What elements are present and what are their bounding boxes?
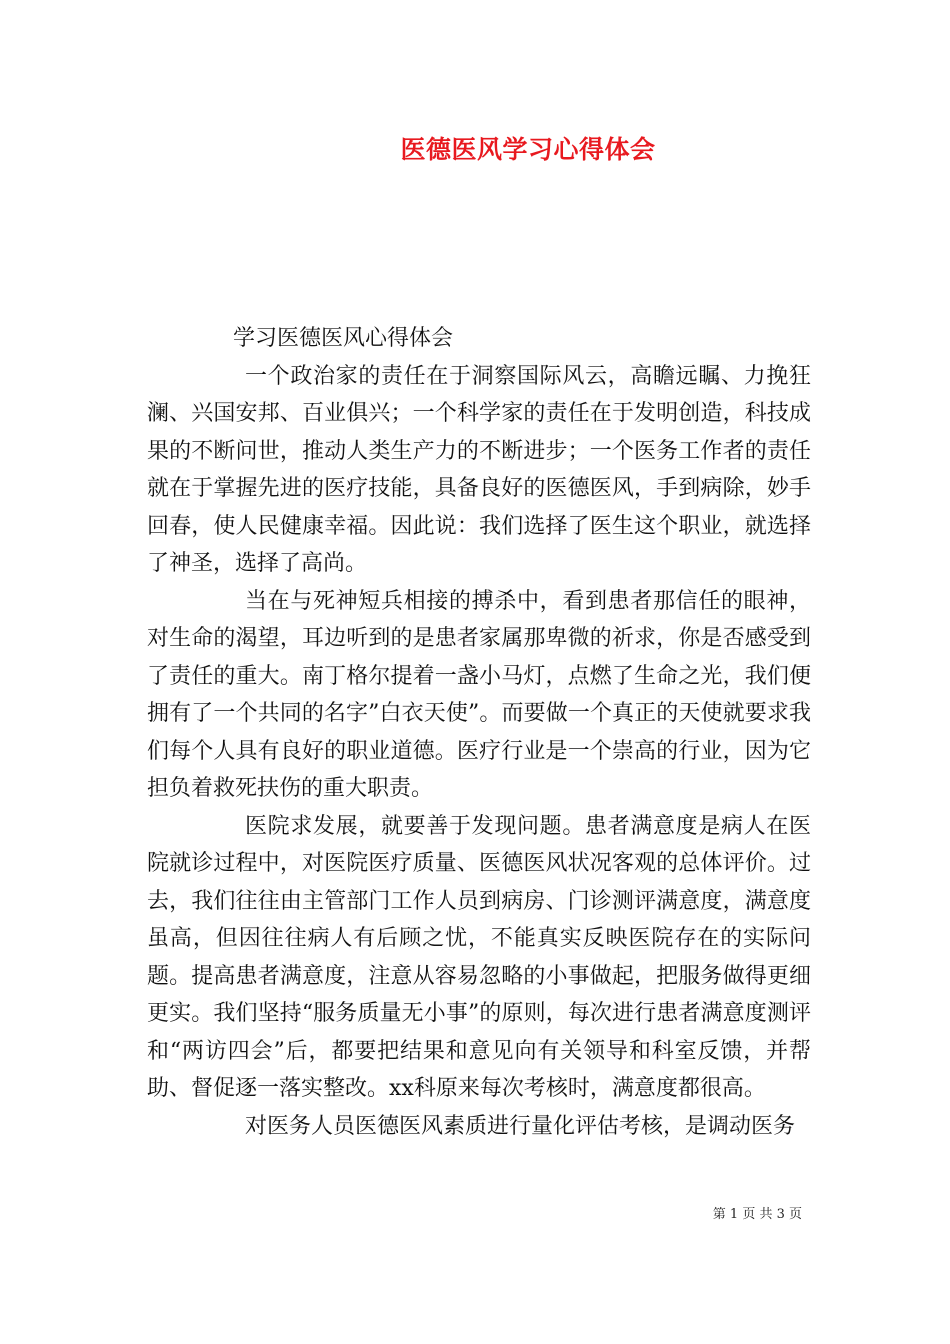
- paragraph-2: 当在与死神短兵相接的搏杀中，看到患者那信任的眼神，对生命的渴望，耳边听到的是患者家属那卑微的祈求，你是否感受到了责任的重大。南丁格尔提着一盏小马灯，点燃了生命之光，我们便拥有了一个共同的名字”白衣天使”。而要做一个真正的天使就要求我们每个人具有良好的职业道德。医疗行业是一个崇高的行业，因为它担负着救死扶伤的重大职责。: [147, 588, 811, 801]
- paragraph-4: 对医务人员医德医风素质进行量化评估考核，是调动医务: [245, 1113, 796, 1139]
- paragraph-3: 医院求发展，就要善于发现问题。患者满意度是病人在医院就诊过程中，对医院医疗质量、医德医风状况客观的总体评价。过去，我们往往由主管部门工作人员到病房、门诊测评满意度，满意度虽高，但因往往病人有后顾之忧，不能真实反映医院存在的实际问题。提高患者满意度，注意从容易忽略的小事做起，把服务做得更细更实。我们坚持“服务质量无小事”的原则，每次进行患者满意度测评和“两访四会”后，都要把结果和意见向有关领导和科室反馈，并帮助、督促逐一落实整改。xx科原来每次考核时，满意度都很高。: [147, 813, 811, 1101]
- page-number-footer: 第 1 页 共 3 页: [712, 1207, 802, 1222]
- document-subtitle: 学习医德医风心得体会: [233, 326, 454, 351]
- document-title: 医德医风学习心得体会: [400, 135, 656, 164]
- document-body: [147, 320, 811, 1145]
- paragraph-1: 一个政治家的责任在于洞察国际风云，高瞻远瞩、力挽狂澜、兴国安邦、百业俱兴；一个科学家的责任在于发明创造，科技成果的不断问世，推动人类生产力的不断进步；一个医务工作者的责任就在于掌握先进的医疗技能，具备良好的医德医风，手到病除，妙手回春，使人民健康幸福。因此说：我们选择了医生这个职业，就选择了神圣，选择了高尚。: [147, 363, 811, 576]
